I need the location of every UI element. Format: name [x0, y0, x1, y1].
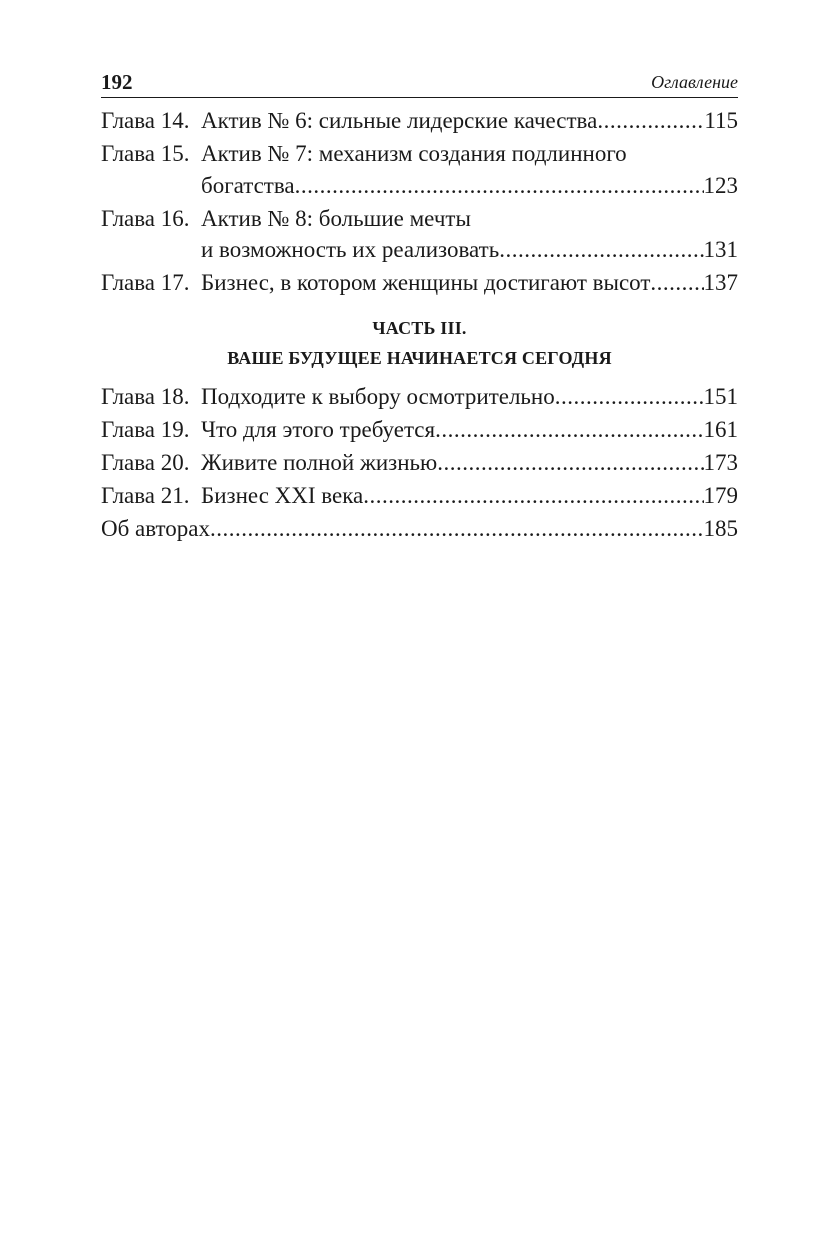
toc-entry-chapter-21[interactable]	[101, 480, 738, 512]
chapter-title: Бизнес, в котором женщины достигают высот	[201, 270, 651, 295]
chapter-body	[201, 480, 738, 512]
dot-leader	[435, 414, 703, 446]
chapter-page: 179	[703, 482, 738, 508]
chapter-title: богатства	[201, 172, 295, 198]
section-name: Оглавление	[651, 72, 738, 92]
chapter-title-first-line: Актив № 7: механизм создания подлинного	[201, 141, 627, 166]
part-heading[interactable]	[101, 313, 738, 373]
chapter-body	[201, 203, 738, 266]
chapter-label: Глава 16.	[101, 205, 190, 231]
toc-entry-about-authors[interactable]	[101, 513, 738, 545]
toc-entry-chapter-16[interactable]	[101, 203, 738, 266]
running-header	[101, 70, 738, 98]
chapter-title: Что для этого требуется	[201, 416, 436, 442]
chapter-label: Глава 21.	[101, 482, 190, 508]
chapter-title: Бизнес XXI века	[201, 482, 364, 508]
chapter-label: Глава 15.	[101, 141, 190, 166]
chapter-label: Глава 19.	[101, 416, 190, 442]
about-authors-page: 185	[703, 515, 738, 541]
about-authors-body	[101, 513, 738, 545]
about-authors-line	[101, 513, 738, 545]
chapter-title: Подходите к выбору осмотрительно	[201, 383, 555, 409]
part-title: ВАШЕ БУДУЩЕЕ НАЧИНАЕТСЯ СЕГОДНЯ	[227, 347, 612, 368]
dot-leader	[597, 105, 704, 137]
chapter-body	[201, 267, 738, 299]
book-page	[101, 70, 738, 546]
toc-entry-chapter-17[interactable]	[101, 267, 738, 299]
toc-entry-chapter-20[interactable]	[101, 447, 738, 479]
chapter-title-line	[201, 105, 738, 137]
chapter-label: Глава 20.	[101, 449, 190, 475]
toc-entry-chapter-15[interactable]	[101, 138, 738, 201]
chapter-title: и возможность их реализовать	[201, 237, 500, 262]
chapter-page: 115	[704, 108, 738, 133]
dot-leader	[295, 170, 704, 202]
chapter-label: Глава 14.	[101, 108, 190, 133]
chapter-title-first-line: Актив № 8: большие мечты	[201, 205, 471, 231]
dot-leader	[437, 447, 703, 479]
page-number: 192	[101, 70, 133, 94]
chapter-title-line	[201, 447, 738, 479]
chapter-title: Актив № 6: сильные лидерские качества	[201, 108, 598, 133]
chapter-page: 131	[703, 237, 738, 262]
chapter-page: 137	[703, 270, 738, 295]
chapter-body	[201, 381, 738, 413]
chapter-title-line	[201, 381, 738, 413]
chapter-page: 123	[703, 172, 738, 198]
chapter-page: 173	[703, 449, 738, 475]
dot-leader	[555, 381, 704, 413]
chapter-body	[201, 447, 738, 479]
chapter-title-line	[201, 234, 738, 266]
toc-entry-chapter-14[interactable]	[101, 105, 738, 137]
toc-entry-chapter-18[interactable]	[101, 381, 738, 413]
chapter-page: 161	[703, 416, 738, 442]
dot-leader	[210, 513, 703, 545]
dot-leader	[363, 480, 703, 512]
chapter-body	[201, 138, 738, 201]
part-number: ЧАСТЬ III.	[372, 317, 467, 338]
dot-leader	[650, 267, 703, 299]
table-of-contents	[101, 105, 738, 544]
chapter-title: Живите полной жизнью	[201, 449, 438, 475]
chapter-page: 151	[703, 383, 738, 409]
toc-entry-chapter-19[interactable]	[101, 414, 738, 446]
chapter-title-line	[201, 170, 738, 202]
dot-leader	[499, 234, 703, 266]
about-authors-title: Об авторах	[101, 515, 211, 541]
chapter-title-line	[201, 267, 738, 299]
chapter-title-line	[201, 414, 738, 446]
chapter-label: Глава 18.	[101, 383, 190, 409]
chapter-body	[201, 105, 738, 137]
chapter-label: Глава 17.	[101, 270, 190, 295]
chapter-body	[201, 414, 738, 446]
chapter-title-line	[201, 480, 738, 512]
